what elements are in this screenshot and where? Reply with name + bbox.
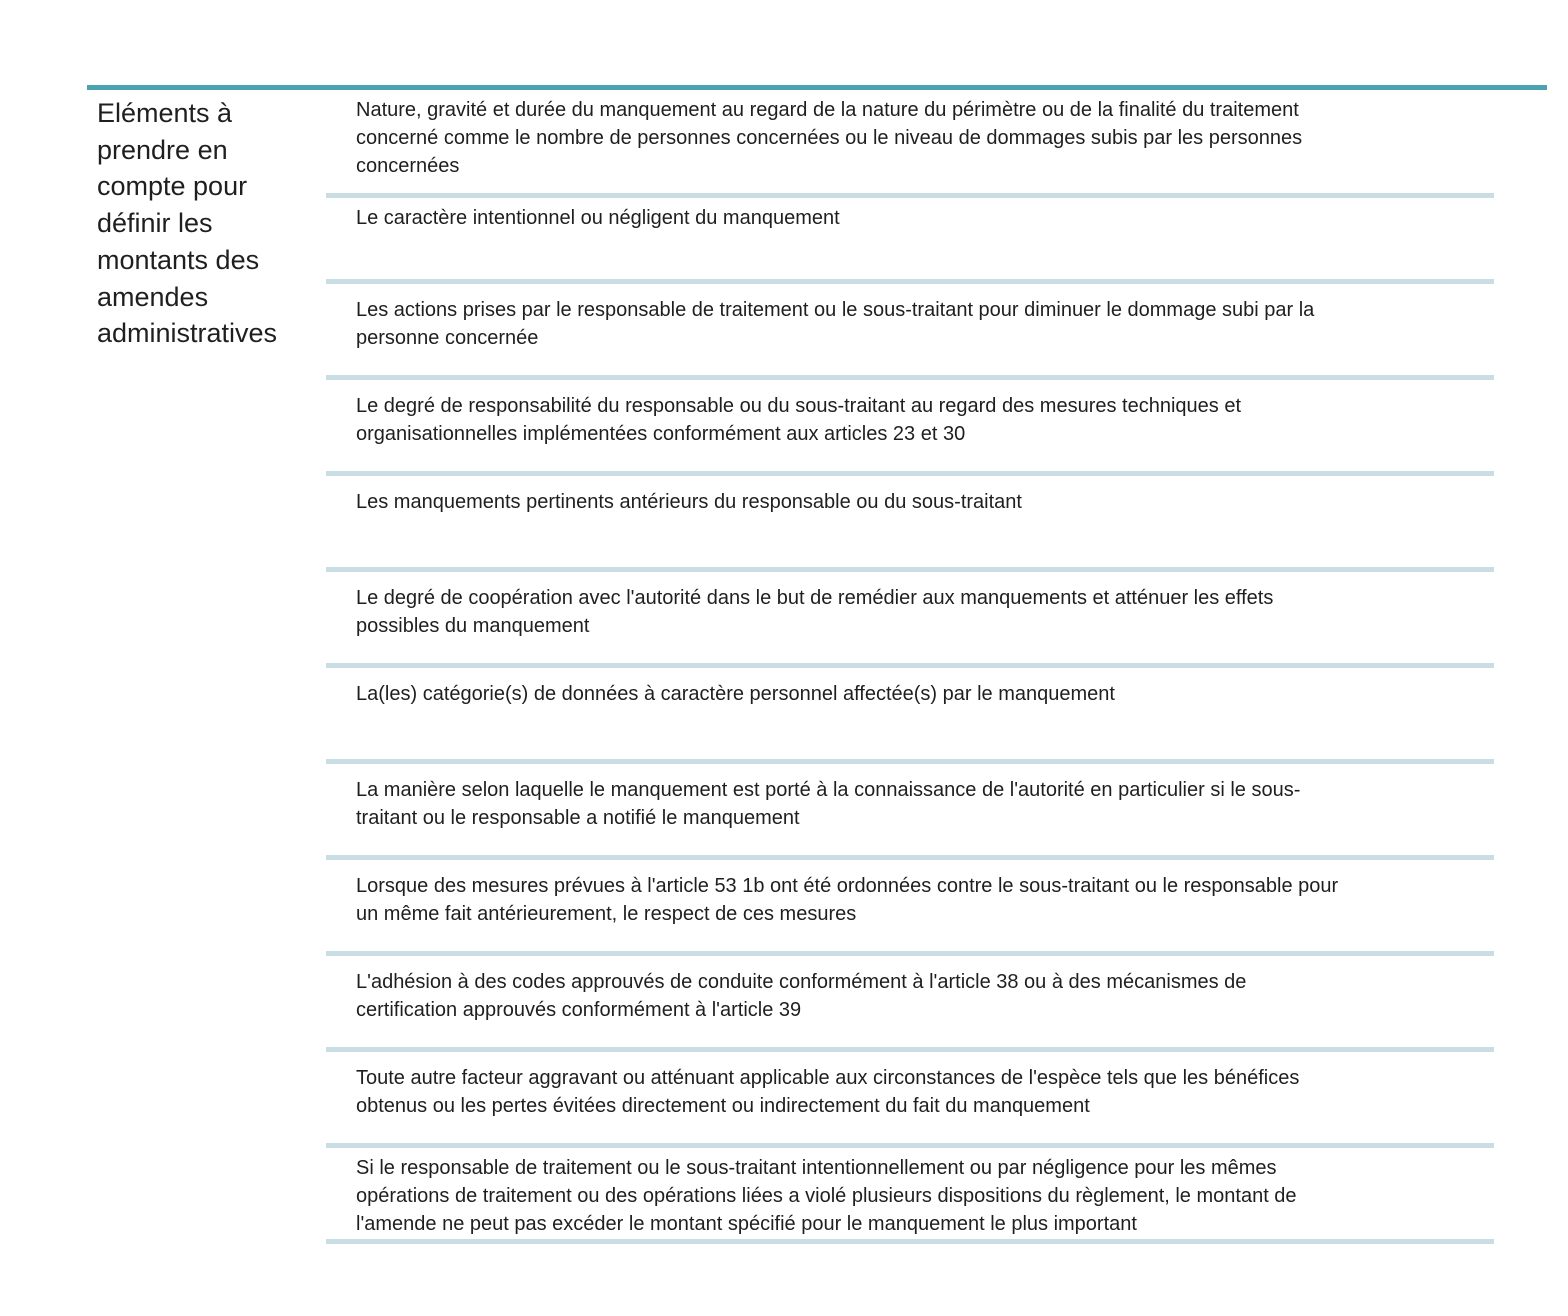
heading-line: administratives — [97, 318, 278, 349]
text-line: Le degré de responsabilité du responsable ou du sous-traitant au regard des mesures techniques et — [356, 395, 1242, 417]
text-line: Les actions prises par le responsable de traitement ou le sous-traitant pour diminuer le dommage subi par la — [356, 299, 1315, 321]
criteria-item — [326, 90, 1494, 198]
text-line: concernées — [356, 155, 460, 177]
text-line: Toute autre facteur aggravant ou atténuant applicable aux circonstances de l'espèce tels que les bénéfices — [356, 1067, 1300, 1089]
criteria-item — [326, 668, 1494, 764]
criteria-item — [326, 380, 1494, 476]
text-line: Nature, gravité et durée du manquement au regard de la nature du périmètre ou de la finalité du traitement — [356, 99, 1299, 121]
criteria-item — [326, 764, 1494, 860]
criteria-text — [356, 968, 1484, 1024]
criteria-text — [356, 96, 1484, 180]
criteria-item — [326, 284, 1494, 380]
text-line: Le caractère intentionnel ou négligent du manquement — [356, 207, 840, 229]
criteria-item — [326, 476, 1494, 572]
section-heading — [97, 95, 317, 352]
text-line: traitant ou le responsable a notifié le manquement — [356, 807, 800, 829]
text-line: Si le responsable de traitement ou le sous-traitant intentionnellement ou par négligence pour les mêmes — [356, 1157, 1277, 1179]
heading-line: définir les — [97, 208, 213, 239]
criteria-text — [356, 392, 1484, 448]
text-line: concerné comme le nombre de personnes concernées ou le niveau de dommages subis par les personnes — [356, 127, 1303, 149]
criteria-item — [326, 198, 1494, 284]
text-line: organisationnelles implémentées conformément aux articles 23 et 30 — [356, 423, 966, 445]
criteria-text — [356, 296, 1484, 352]
text-line: Le degré de coopération avec l'autorité dans le but de remédier aux manquements et atténuer les effets — [356, 587, 1274, 609]
criteria-text — [356, 680, 1484, 708]
heading-line: prendre en — [97, 134, 228, 165]
criteria-item — [326, 1148, 1494, 1244]
criteria-item — [326, 572, 1494, 668]
criteria-text — [356, 1064, 1484, 1120]
criteria-text — [356, 1154, 1484, 1238]
text-line: possibles du manquement — [356, 615, 590, 637]
text-line: La manière selon laquelle le manquement est porté à la connaissance de l'autorité en particulier si le sous- — [356, 779, 1301, 801]
criteria-item — [326, 860, 1494, 956]
text-line: obtenus ou les pertes évitées directement ou indirectement du fait du manquement — [356, 1095, 1090, 1117]
text-line: personne concernée — [356, 327, 539, 349]
criteria-text — [356, 584, 1484, 640]
text-line: Les manquements pertinents antérieurs du responsable ou du sous-traitant — [356, 491, 1022, 513]
criteria-text — [356, 872, 1484, 928]
text-line: L'adhésion à des codes approuvés de conduite conformément à l'article 38 ou à des mécanismes de — [356, 971, 1247, 993]
text-line: certification approuvés conformément à l'article 39 — [356, 999, 802, 1021]
text-line: Lorsque des mesures prévues à l'article 53 1b ont été ordonnées contre le sous-traitant ou le responsable pour — [356, 875, 1339, 897]
heading-line: compte pour — [97, 171, 248, 202]
criteria-list — [326, 90, 1494, 1244]
heading-line: montants des — [97, 244, 260, 275]
criteria-item — [326, 956, 1494, 1052]
text-line: opérations de traitement ou des opérations liées a violé plusieurs dispositions du règlement, le montant de — [356, 1185, 1297, 1207]
heading-line: Eléments à — [97, 98, 233, 128]
criteria-text — [356, 776, 1484, 832]
criteria-item — [326, 1052, 1494, 1148]
text-line: un même fait antérieurement, le respect de ces mesures — [356, 903, 857, 925]
heading-line: amendes — [97, 281, 209, 312]
text-line: La(les) catégorie(s) de données à caractère personnel affectée(s) par le manquement — [356, 683, 1115, 705]
criteria-text — [356, 204, 1484, 232]
criteria-text — [356, 488, 1484, 516]
text-line: l'amende ne peut pas excéder le montant spécifié pour le manquement le plus important — [356, 1213, 1137, 1235]
